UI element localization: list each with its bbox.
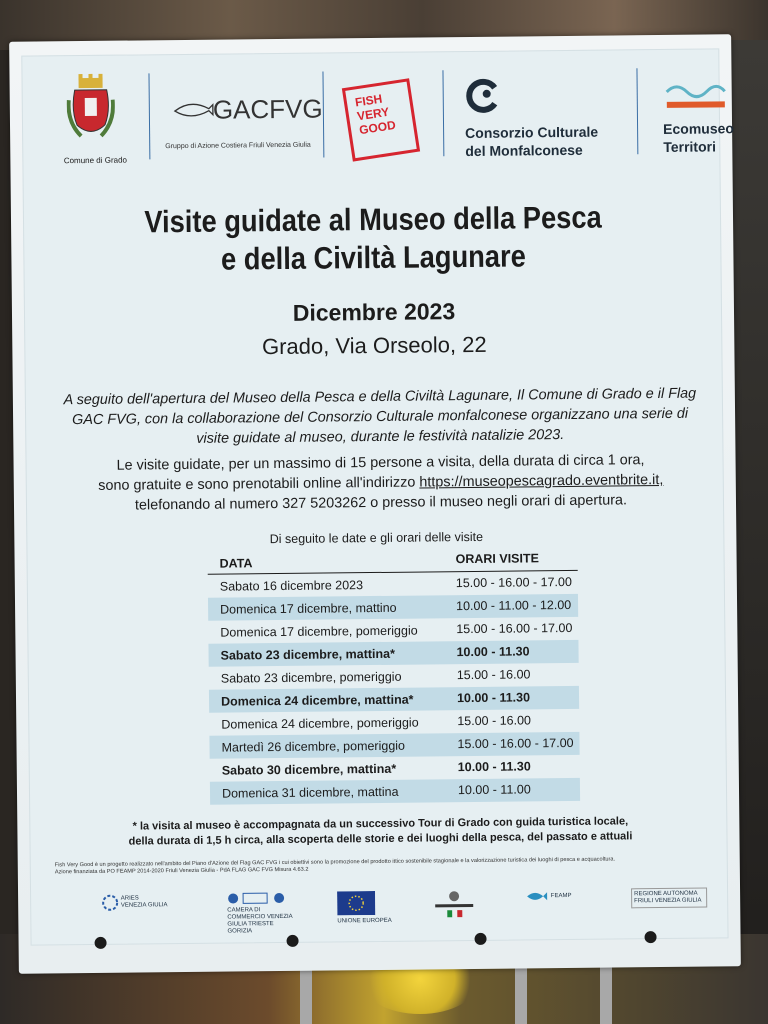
binder-holes <box>18 914 740 972</box>
header-date: DATA <box>219 556 253 571</box>
logo-strip <box>22 49 734 176</box>
row-time: 10.00 - 11.00 - 12.00 <box>456 597 572 614</box>
fish-very-good-text <box>354 90 397 137</box>
feamp-fish-icon <box>525 889 549 903</box>
row-time: 10.00 - 11.30 <box>457 759 531 775</box>
logo-divider <box>442 70 444 156</box>
row-date: Sabato 30 dicembre, mattina* <box>221 761 397 778</box>
footnote <box>70 814 690 850</box>
gac-fish-icon <box>173 99 215 119</box>
logo-divider <box>322 72 324 158</box>
booking-line-3: telefonando al numero 327 5203262 o presso il museo negli orari di apertura. <box>134 492 628 514</box>
row-date: Domenica 17 dicembre, pomeriggio <box>220 623 418 640</box>
booking-url-link[interactable]: https://museopescagrado.eventbrite.it, <box>419 471 664 491</box>
row-date: Sabato 23 dicembre, pomeriggio <box>220 669 402 686</box>
booking-line-2-text: sono gratuite e sono prenotabili online all'indirizzo <box>98 474 420 494</box>
title-line-2: e della Civiltà Lagunare <box>220 238 526 277</box>
consorzio-line-1: Consorzio Culturale <box>465 123 599 142</box>
table-row <box>210 778 580 805</box>
fineprint-line-1: Fish Very Good è un progetto realizzato nell'ambito del Piano d'Azione del Flag GAC FVG i cui obiettivi sono la promozione del prodotto ittico sostenibile stagionale e la valorizzazione turistica dei luoghi di pesca e acquacoltura. <box>54 856 616 869</box>
aries-label: ARIES <box>120 895 139 902</box>
ecomuseo-line-1: Ecomuseo <box>663 120 734 137</box>
fish-line-3: GOOD <box>358 117 397 138</box>
consorzio-logo-icon <box>465 78 501 114</box>
republic-emblem-icon <box>431 890 477 918</box>
row-time: 15.00 - 16.00 <box>457 713 532 729</box>
binder-hole <box>95 937 107 949</box>
event-location: Grado, Via Orseolo, 22 <box>261 331 487 360</box>
aries-icon <box>101 894 119 912</box>
schedule-table <box>208 551 581 805</box>
row-time: 15.00 - 16.00 - 17.00 <box>455 574 572 591</box>
grado-crest-icon <box>66 70 115 140</box>
footnote-line-1: * la visita al museo è accompagnata da un successivo Tour di Grado con guida turistica locale, <box>132 815 629 833</box>
ecomuseo-label <box>663 119 734 156</box>
sponsor-aries <box>101 893 168 912</box>
footnote-line-2: della durata di 1,5 h circa, alla scoperta delle storie e dei luoghi della pesca, del passato e attuali <box>128 830 633 848</box>
eu-label: UNIONE EUROPEA <box>337 917 392 925</box>
event-month: Dicembre 2023 <box>292 298 456 326</box>
row-date: Sabato 16 dicembre 2023 <box>219 578 364 594</box>
sponsor-feamp <box>525 889 571 903</box>
row-time: 10.00 - 11.00 <box>457 782 531 798</box>
poster-title <box>66 198 681 280</box>
booking-line-1: Le visite guidate, per un massimo di 15 persone a visita, della durata di circa 1 ora, <box>116 452 645 474</box>
row-time: 10.00 - 11.30 <box>456 644 530 660</box>
row-date: Domenica 24 dicembre, pomeriggio <box>221 715 419 732</box>
comune-label: Comune di Grado <box>63 155 128 166</box>
gac-logo-text: GACFVG <box>212 93 323 125</box>
schedule-intro: Di seguito le date e gli orari delle visite <box>269 529 484 547</box>
logo-divider <box>148 73 150 159</box>
binder-hole <box>287 935 299 947</box>
regione-label: REGIONE AUTONOMA FRIULI VENEZIA GIULIA <box>634 890 702 905</box>
row-time: 15.00 - 16.00 - 17.00 <box>456 620 573 637</box>
consorzio-line-2: del Monfalconese <box>465 141 583 160</box>
fish-line-2: VERY <box>356 104 391 124</box>
row-date: Domenica 17 dicembre, mattino <box>220 600 397 617</box>
ecomuseo-wave-icon <box>663 77 729 112</box>
fish-line-1: FISH <box>354 91 384 110</box>
funding-fineprint <box>55 856 709 877</box>
binder-hole <box>644 931 656 943</box>
row-date: Domenica 24 dicembre, mattina* <box>220 692 414 709</box>
poster-inner <box>21 48 734 945</box>
row-date: Sabato 23 dicembre, mattina* <box>220 646 396 663</box>
intro-paragraph: A seguito dell'apertura del Museo della Pesca e della Civiltà Lagunare, Il Comune di Grado e il Flag GAC FVG, con la collaborazione del Consorzio Culturale monfalconese organizzano una serie di visite guidate al museo, durante le festività natalizie 2023. <box>63 385 697 447</box>
header-time: ORARI VISITE <box>455 551 539 567</box>
booking-paragraph <box>50 449 711 516</box>
ecomuseo-line-2: Territori <box>663 138 716 155</box>
sponsor-regione <box>631 888 707 909</box>
row-time: 15.00 - 16.00 <box>456 667 531 683</box>
feamp-label: FEAMP <box>550 892 572 899</box>
row-time: 10.00 - 11.30 <box>456 690 531 706</box>
logo-divider <box>636 68 638 154</box>
row-time: 15.00 - 16.00 - 17.00 <box>457 735 574 752</box>
poster <box>9 34 741 974</box>
camera-commercio-icon <box>227 892 289 905</box>
fish-very-good-logo <box>342 78 420 161</box>
consorzio-label <box>465 123 598 160</box>
binder-hole <box>474 933 486 945</box>
aries-sub-label: VENEZIA GIULIA <box>120 902 168 909</box>
title-line-1: Visite guidate al Museo della Pesca <box>144 199 602 240</box>
eu-flag-icon <box>337 891 375 915</box>
row-date: Martedì 26 dicembre, pomeriggio <box>221 738 406 755</box>
row-date: Domenica 31 dicembre, mattina <box>221 784 399 801</box>
camera-label: CAMERA DI COMMERCIO VENEZIA GIULIA TRIESTE GORIZIA <box>227 907 293 935</box>
gac-subtitle: Gruppo di Azione Costiera Friuli Venezia Giulia <box>165 141 311 151</box>
fineprint-line-2: Azione finanziata da PO FEAMP 2014-2020 Friuli Venezia Giulia - PdA FLAG GAC FVG Misura 4.63.2 <box>54 866 309 876</box>
